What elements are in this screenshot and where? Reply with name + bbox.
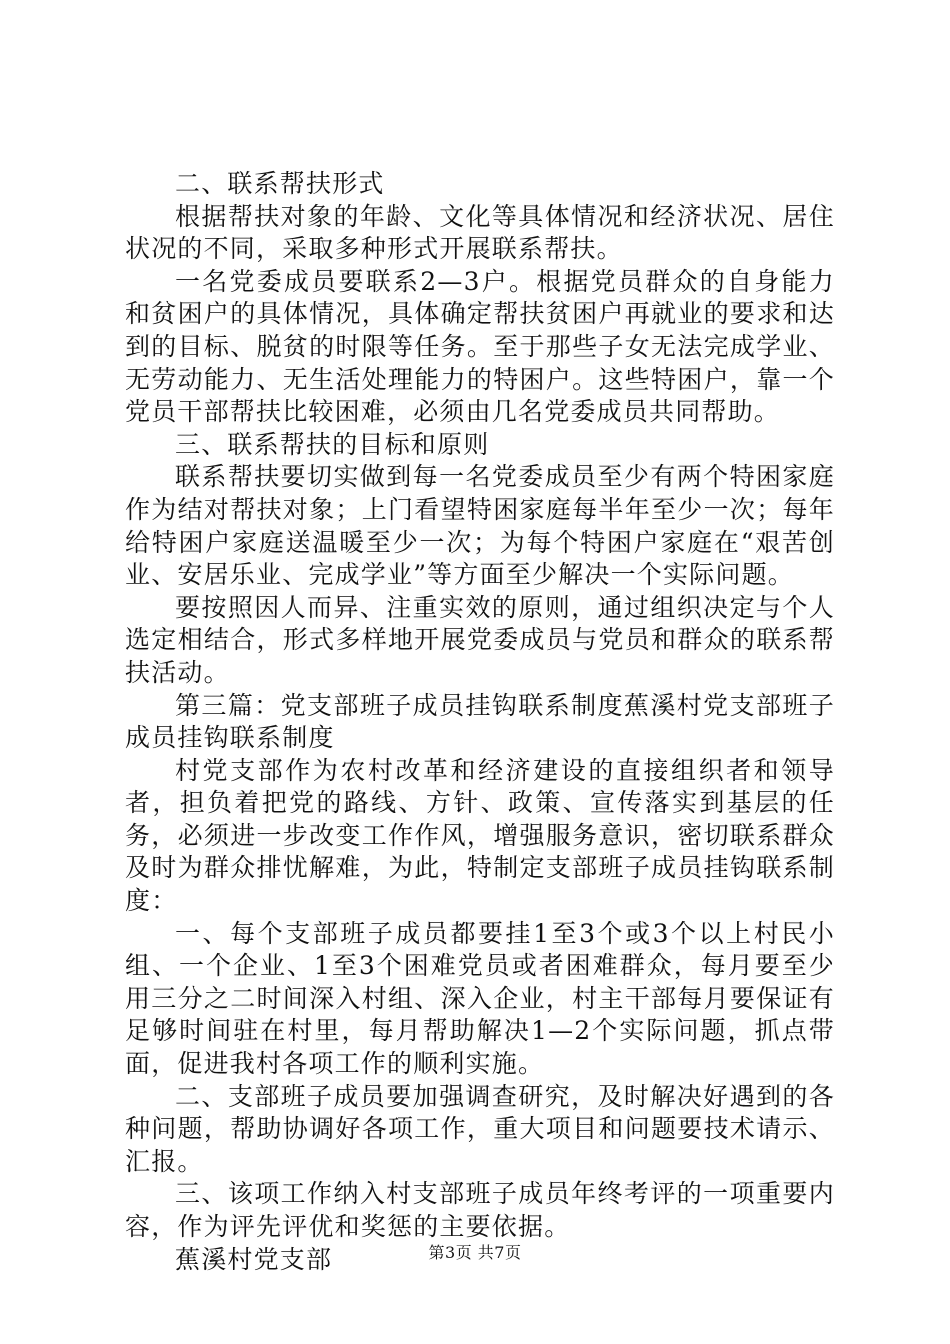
page-footer xyxy=(0,1240,950,1263)
document-body xyxy=(125,168,835,1276)
paragraph: 二、支部班子成员要加强调查研究，及时解决好遇到的各种问题，帮助协调好各项工作，重大项目和问题要技术请示、汇报。 xyxy=(125,1081,835,1176)
paragraph: 三、该项工作纳入村支部班子成员年终考评的一项重要内容，作为评先评优和奖惩的主要依据。 xyxy=(125,1179,835,1241)
paragraph: 村党支部作为农村改革和经济建设的直接组织者和领导者，担负着把党的路线、方针、政策、宣传落实到基层的任务，必须进一步改变工作作风，增强服务意识，密切联系群众及时为群众排忧解难，为此，特制定支部班子成员挂钩联系制度： xyxy=(125,755,835,916)
paragraph: 一名党委成员要联系2—3户。根据党员群众的自身能力和贫困户的具体情况，具体确定帮扶贫困户再就业的要求和达到的目标、脱贫的时限等任务。至于那些子女无法完成学业、无劳动能力、无生活处理能力的特困户。这些特困户，靠一个党员干部帮扶比较困难，必须由几名党委成员共同帮助。 xyxy=(125,266,835,427)
paragraph: 要按照因人而异、注重实效的原则，通过组织决定与个人选定相结合，形式多样地开展党委成员与党员和群众的联系帮扶活动。 xyxy=(125,592,835,687)
paragraph: 联系帮扶要切实做到每一名党委成员至少有两个特困家庭作为结对帮扶对象；上门看望特困家庭每半年至少一次；每年给特困户家庭送温暖至少一次；为每个特困户家庭在“艰苦创业、安居乐业、完成学业”等方面至少解决一个实际问题。 xyxy=(125,462,835,590)
page-number: 第3页 共7页 xyxy=(428,1243,522,1262)
paragraph: 根据帮扶对象的年龄、文化等具体情况和经济状况、居住状况的不同，采取多种形式开展联系帮扶。 xyxy=(125,201,835,264)
paragraph: 一、每个支部班子成员都要挂1至3个或3个以上村民小组、一个企业、1至3个困难党员或者困难群众，每月要至少用三分之二时间深入村组、深入企业，村主干部每月要保证有足够时间驻在村里，每月帮助解决1—2个实际问题，抓点带面，促进我村各项工作的顺利实施。 xyxy=(125,918,835,1079)
signature-line: 蕉溪村党支部 xyxy=(175,1244,333,1274)
section-heading-2: 二、联系帮扶形式 xyxy=(175,169,385,198)
section-heading-3: 三、联系帮扶的目标和原则 xyxy=(175,429,490,459)
chapter-title: 第三篇：党支部班子成员挂钩联系制度蕉溪村党支部班子成员挂钩联系制度 xyxy=(125,690,835,753)
